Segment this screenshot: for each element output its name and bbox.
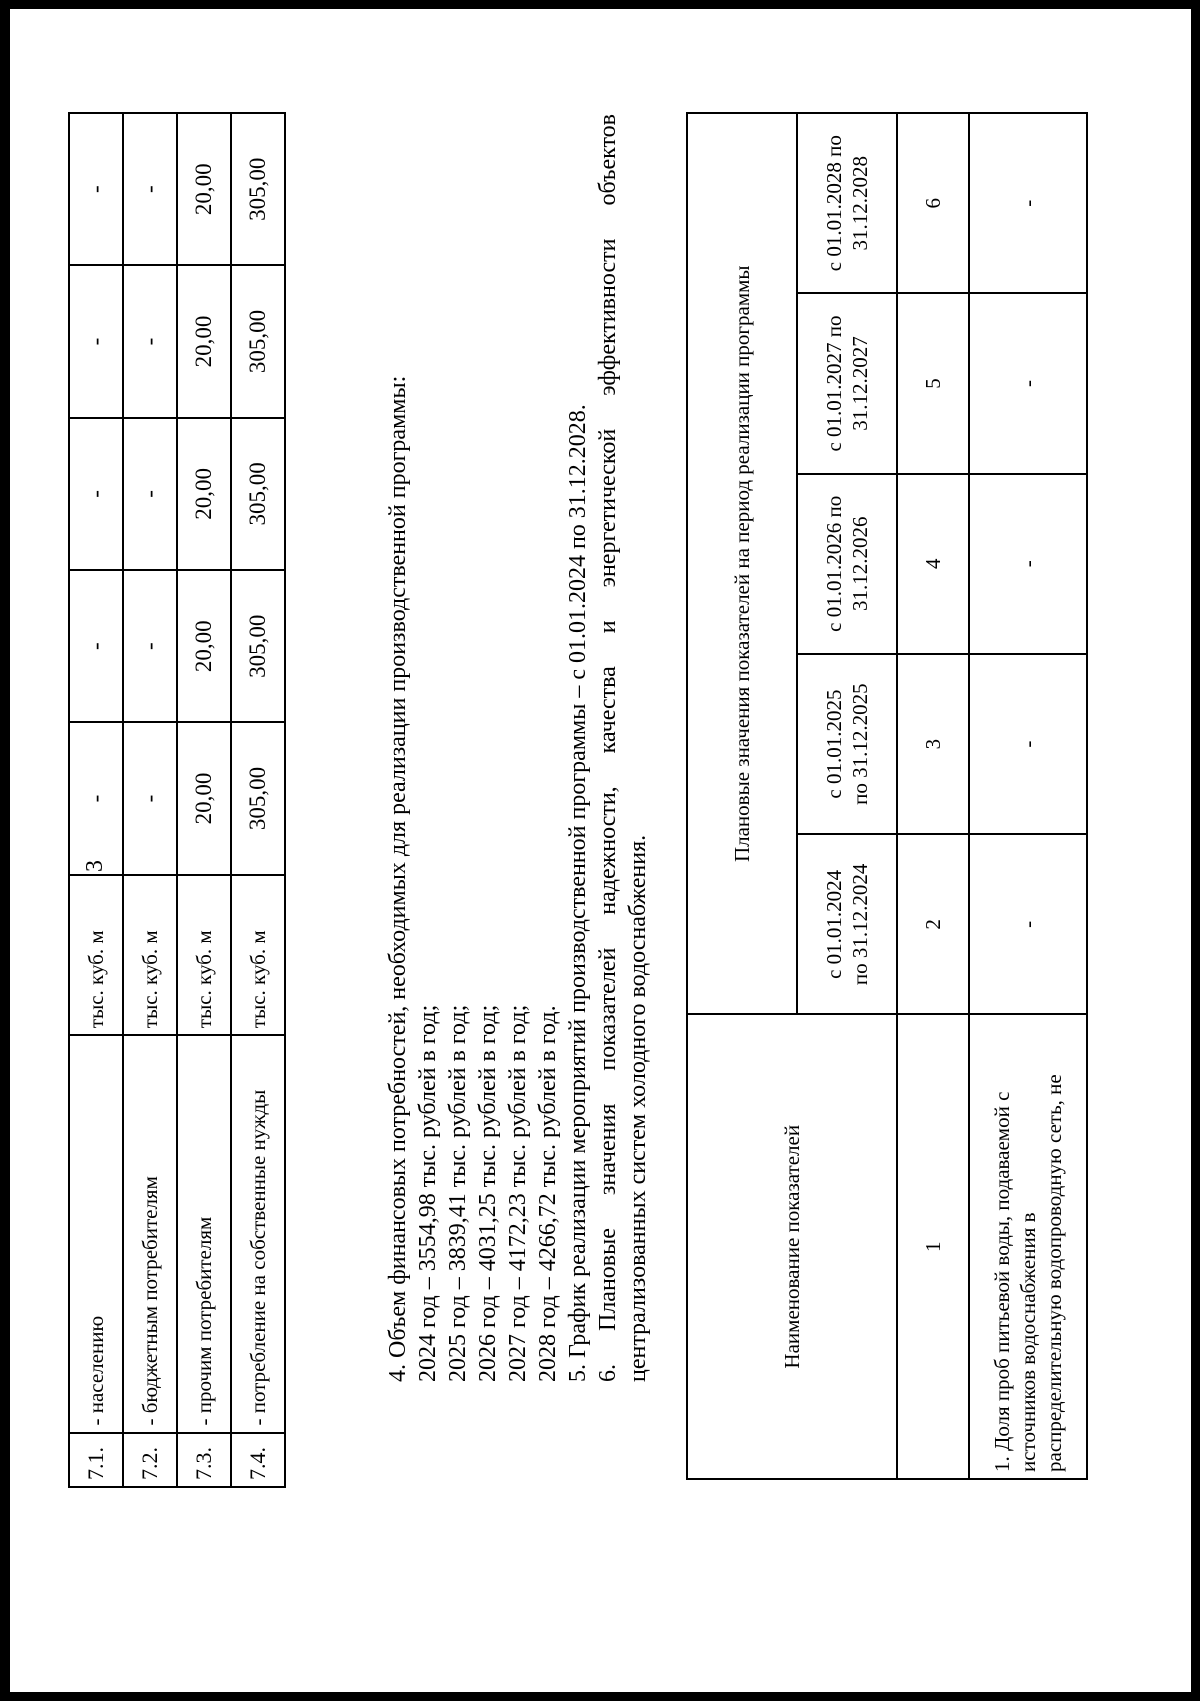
- name-header: Наименование показателей: [687, 1014, 897, 1479]
- column-number: 3: [897, 654, 969, 834]
- row-unit: тыс. куб. м: [177, 875, 231, 1035]
- row-value: 20,00: [177, 265, 231, 417]
- p6-word: значения: [595, 1103, 621, 1196]
- row-value: -: [69, 113, 123, 265]
- table-row: [231, 113, 285, 1487]
- page-number: 3: [82, 860, 108, 872]
- row-value: -: [123, 265, 177, 417]
- row-value: -: [123, 418, 177, 570]
- row-unit: тыс. куб. м: [123, 875, 177, 1035]
- column-number: 6: [897, 113, 969, 293]
- row-value: 305,00: [231, 113, 285, 265]
- indicator-value: -: [969, 654, 1087, 834]
- row-value: 305,00: [231, 570, 285, 722]
- row-value: -: [123, 722, 177, 874]
- group-header: Плановые значения показателей на период реализации программы: [687, 113, 797, 1014]
- row-label: - населению: [69, 1035, 123, 1432]
- row-label: - прочим потребителям: [177, 1035, 231, 1432]
- p6-word: качества: [595, 666, 621, 754]
- row-value: 20,00: [177, 722, 231, 874]
- paragraph-6: [593, 114, 623, 1382]
- p6-word: Плановые: [595, 1228, 621, 1331]
- row-value: 20,00: [177, 113, 231, 265]
- row-value: 20,00: [177, 418, 231, 570]
- paragraph-4: 4. Объем финансовых потребностей, необходимых для реализации производственной программы:: [385, 375, 411, 1382]
- row-value: -: [123, 570, 177, 722]
- row-value: 20,00: [177, 570, 231, 722]
- indicators-table: [686, 112, 1088, 1480]
- period-header: с 01.01.2025 по 31.12.2025: [797, 654, 897, 834]
- column-number: 4: [897, 474, 969, 654]
- p6-word: эффективности: [595, 238, 621, 396]
- row-value: -: [69, 265, 123, 417]
- row-value: -: [69, 418, 123, 570]
- row-code: 7.3.: [177, 1433, 231, 1487]
- indicator-name: 1. Доля проб питьевой воды, подаваемой с источников водоснабжения в распределительную водопроводную сеть, не: [969, 1014, 1087, 1479]
- period-header: с 01.01.2024 по 31.12.2024: [797, 834, 897, 1014]
- year-line: 2027 год – 4172,23 тыс. рублей в год;: [505, 1004, 531, 1382]
- row-value: 305,00: [231, 722, 285, 874]
- paragraph-6-continuation: централизованных систем холодного водоснабжения.: [625, 834, 651, 1382]
- rotated-content: [10, 9, 1191, 1692]
- year-line: 2024 год – 3554,98 тыс. рублей в год;: [415, 1004, 441, 1382]
- row-value: 305,00: [231, 418, 285, 570]
- year-line: 2025 год – 3839,41 тыс. рублей в год;: [445, 1004, 471, 1382]
- header-row: [687, 113, 797, 1479]
- p6-word: надежности,: [595, 786, 621, 915]
- consumption-table: [68, 112, 286, 1488]
- row-label: - бюджетным потребителям: [123, 1035, 177, 1432]
- indicator-row: [969, 113, 1087, 1479]
- indicator-value: -: [969, 293, 1087, 473]
- table-row: [69, 113, 123, 1487]
- row-code: 7.4.: [231, 1433, 285, 1487]
- column-number-row: [897, 113, 969, 1479]
- table-row: [177, 113, 231, 1487]
- row-code: 7.2.: [123, 1433, 177, 1487]
- indicator-value: -: [969, 474, 1087, 654]
- paragraph-5: 5. График реализации мероприятий производственной программы – с 01.01.2024 по 31.12.2028.: [565, 404, 591, 1382]
- p6-word: и: [595, 620, 621, 634]
- p6-word: показателей: [595, 947, 621, 1071]
- year-line: 2028 год – 4266,72 тыс. рублей в год.: [535, 1005, 561, 1382]
- column-number: 1: [897, 1014, 969, 1479]
- row-code: 7.1.: [69, 1433, 123, 1487]
- program-text: [383, 114, 653, 1382]
- document-page: [10, 9, 1191, 1692]
- period-header: с 01.01.2026 по 31.12.2026: [797, 474, 897, 654]
- p6-word: объектов: [595, 114, 621, 206]
- year-line: 2026 год – 4031,25 тыс. рублей в год;: [475, 1004, 501, 1382]
- indicator-value: -: [969, 113, 1087, 293]
- p6-word: энергетической: [595, 428, 621, 588]
- column-number: 2: [897, 834, 969, 1014]
- row-label: - потребление на собственные нужды: [231, 1035, 285, 1432]
- row-value: 305,00: [231, 265, 285, 417]
- period-header: с 01.01.2028 по 31.12.2028: [797, 113, 897, 293]
- row-unit: тыс. куб. м: [231, 875, 285, 1035]
- table-row: [123, 113, 177, 1487]
- row-value: -: [69, 570, 123, 722]
- period-header: с 01.01.2027 по 31.12.2027: [797, 293, 897, 473]
- indicator-value: -: [969, 834, 1087, 1014]
- column-number: 5: [897, 293, 969, 473]
- row-value: -: [69, 722, 123, 874]
- row-unit: тыс. куб. м: [69, 875, 123, 1035]
- row-value: -: [123, 113, 177, 265]
- p6-word: 6.: [595, 1364, 621, 1382]
